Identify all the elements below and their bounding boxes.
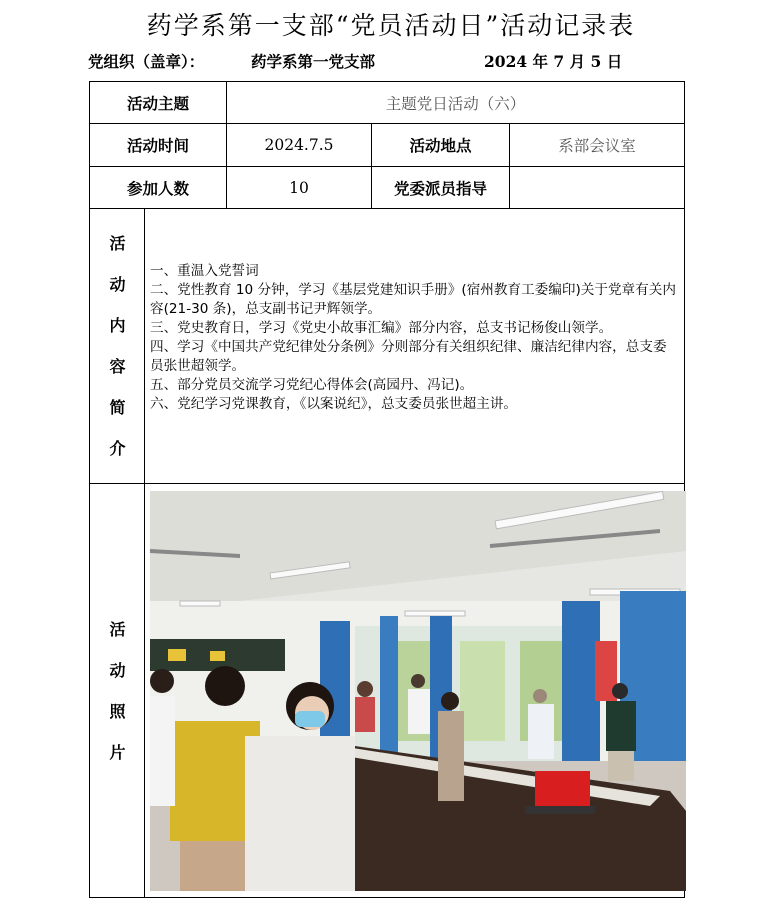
content-label (90, 209, 145, 483)
content-label-char: 容 (109, 357, 126, 376)
content-label-char: 介 (109, 439, 126, 458)
guide-value (510, 167, 684, 208)
content-summary (150, 262, 680, 414)
count-value: 10 (289, 178, 309, 197)
org-name: 药学系第一党支部 (251, 52, 376, 71)
org-label: 党组织（盖章）： (88, 52, 205, 71)
classroom-scene (150, 491, 686, 891)
theme-value: 主题党日活动（六） (385, 94, 526, 113)
guide-label: 党委派员指导 (393, 178, 487, 198)
photo-label-char: 活 (109, 619, 126, 639)
theme-label: 活动主题 (126, 93, 189, 113)
content-label-char: 内 (109, 316, 126, 335)
content-line: 三、党史教育日，学习《党史小故事汇编》部分内容，总支书记杨俊山领学。 (150, 320, 613, 336)
content-line: 五、部分党员交流学习党纪心得体会(高园丹、冯记)。 (150, 377, 474, 393)
content-line: 一、重温入党誓词 (150, 263, 259, 279)
record-date: 2024 年 7 月 5 日 (484, 52, 623, 71)
content-label-char: 活 (109, 234, 126, 253)
content-line: 四、学习《中国共产党纪律处分条例》分则部分有关组织纪律、廉洁纪律内容，总支委员张世超领学。 (150, 339, 667, 374)
photo-label-char: 照 (109, 701, 126, 721)
page-title: 药学系第一支部“党员活动日”活动记录表 (146, 11, 636, 40)
place-value: 系部会议室 (558, 137, 636, 155)
content-label-char: 动 (109, 275, 126, 294)
photo-label-char: 片 (109, 742, 126, 762)
photo-label-char: 动 (109, 660, 126, 680)
content-label-char: 简 (109, 398, 126, 417)
record-table (89, 81, 685, 898)
photo-label (90, 484, 145, 897)
time-value: 2024.7.5 (264, 136, 334, 154)
time-label: 活动时间 (126, 136, 189, 155)
content-line: 六、党纪学习党课教育，《以案说纪》，总支委员张世超主讲。 (150, 396, 518, 412)
activity-photo (150, 491, 686, 891)
place-label: 活动地点 (409, 136, 472, 155)
count-label: 参加人数 (126, 178, 189, 198)
content-line: 二、党性教育 10 分钟，学习《基层党建知识手册》(宿州教育工委编印)关于党章有关内容(21-30 条)，总支副书记尹辉领学。 (150, 282, 676, 317)
